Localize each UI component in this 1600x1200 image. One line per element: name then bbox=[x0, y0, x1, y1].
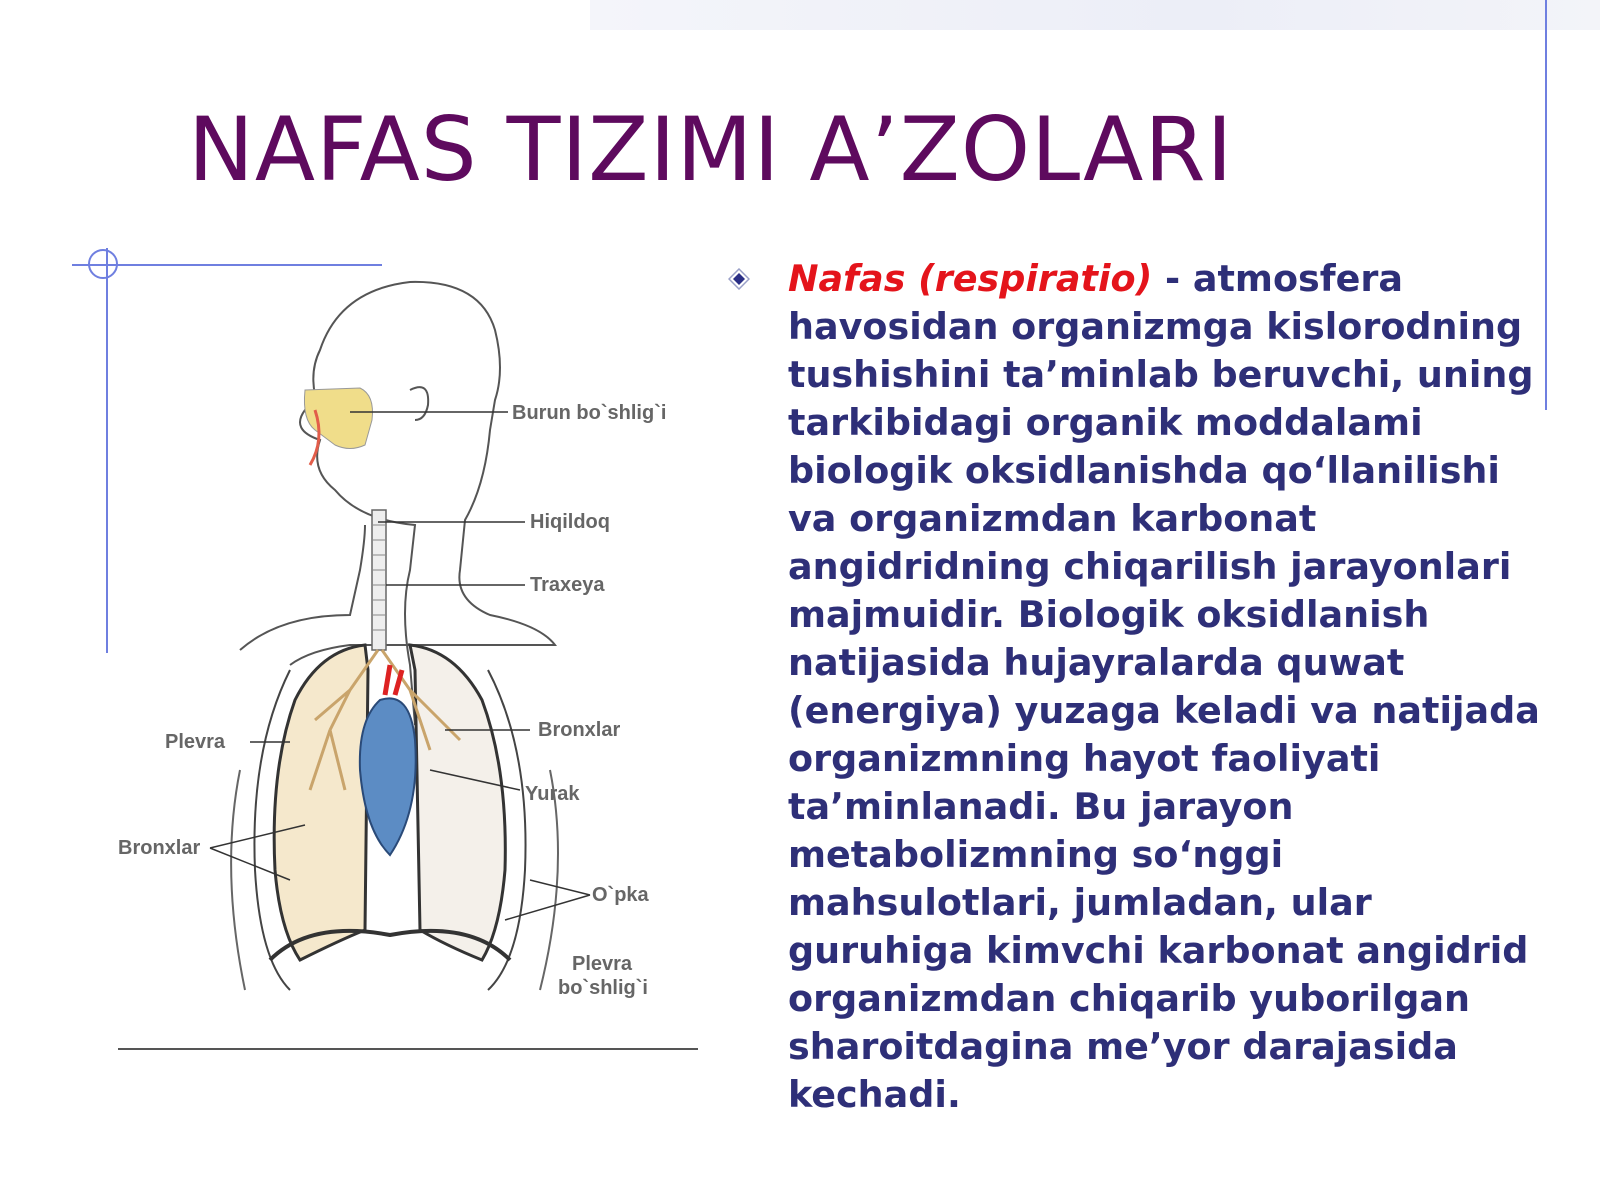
lung-left bbox=[274, 645, 368, 960]
label-bronchi-left: Bronxlar bbox=[118, 837, 201, 859]
ear bbox=[410, 387, 428, 420]
respiratory-system-diagram bbox=[110, 270, 710, 1040]
diamond-bullet-icon bbox=[728, 268, 750, 290]
label-pleural-cavity-2: bo`shlig`i bbox=[558, 977, 648, 999]
label-pleural-cavity-1: Plevra bbox=[572, 953, 633, 975]
slide-title: NAFAS TIZIMI A’ZOLARI bbox=[188, 98, 1234, 201]
term-highlight: Nafas (respiratio) bbox=[788, 257, 1153, 300]
top-decorative-band bbox=[590, 0, 1600, 30]
heart bbox=[360, 698, 416, 855]
lung-right bbox=[410, 645, 505, 960]
label-pleura: Plevra bbox=[165, 731, 226, 753]
label-heart: Yurak bbox=[525, 783, 580, 805]
figure-baseline bbox=[118, 1048, 698, 1050]
label-trachea: Traxeya bbox=[530, 574, 605, 596]
label-nasal-cavity: Burun bo`shlig`i bbox=[512, 402, 667, 424]
label-bronchi-right: Bronxlar bbox=[538, 719, 621, 741]
label-lung: O`pka bbox=[592, 884, 649, 906]
definition-text: - atmosfera havosidan organizmga kislorodning tushishini ta’minlab beruvchi, uning tarkibidagi organik moddalami biologik oksidlanishda qo‘llanilishi va organizmdan karbonat angidridning chiqarilish jarayonlari majmuidir. Biologik oksidlanish natijasida hujayralarda quwat (energiya) yuzaga keladi va natijada organizmning hayot faoliyati ta’minlanadi. Bu jarayon metabolizmning so‘nggi mahsulotlari, jumladan, ular guruhiga kimvchi karbonat angidrid organizmdan chiqarib yuborilgan sharoitdagina me’yor darajasida kechadi. bbox=[788, 257, 1540, 1116]
figure-frame-left-line bbox=[106, 248, 108, 653]
label-larynx: Hiqildoq bbox=[530, 511, 610, 533]
definition-paragraph bbox=[788, 255, 1548, 1119]
trachea bbox=[372, 510, 386, 650]
figure-frame-top-line bbox=[72, 264, 382, 266]
nasal-cavity bbox=[304, 388, 372, 449]
